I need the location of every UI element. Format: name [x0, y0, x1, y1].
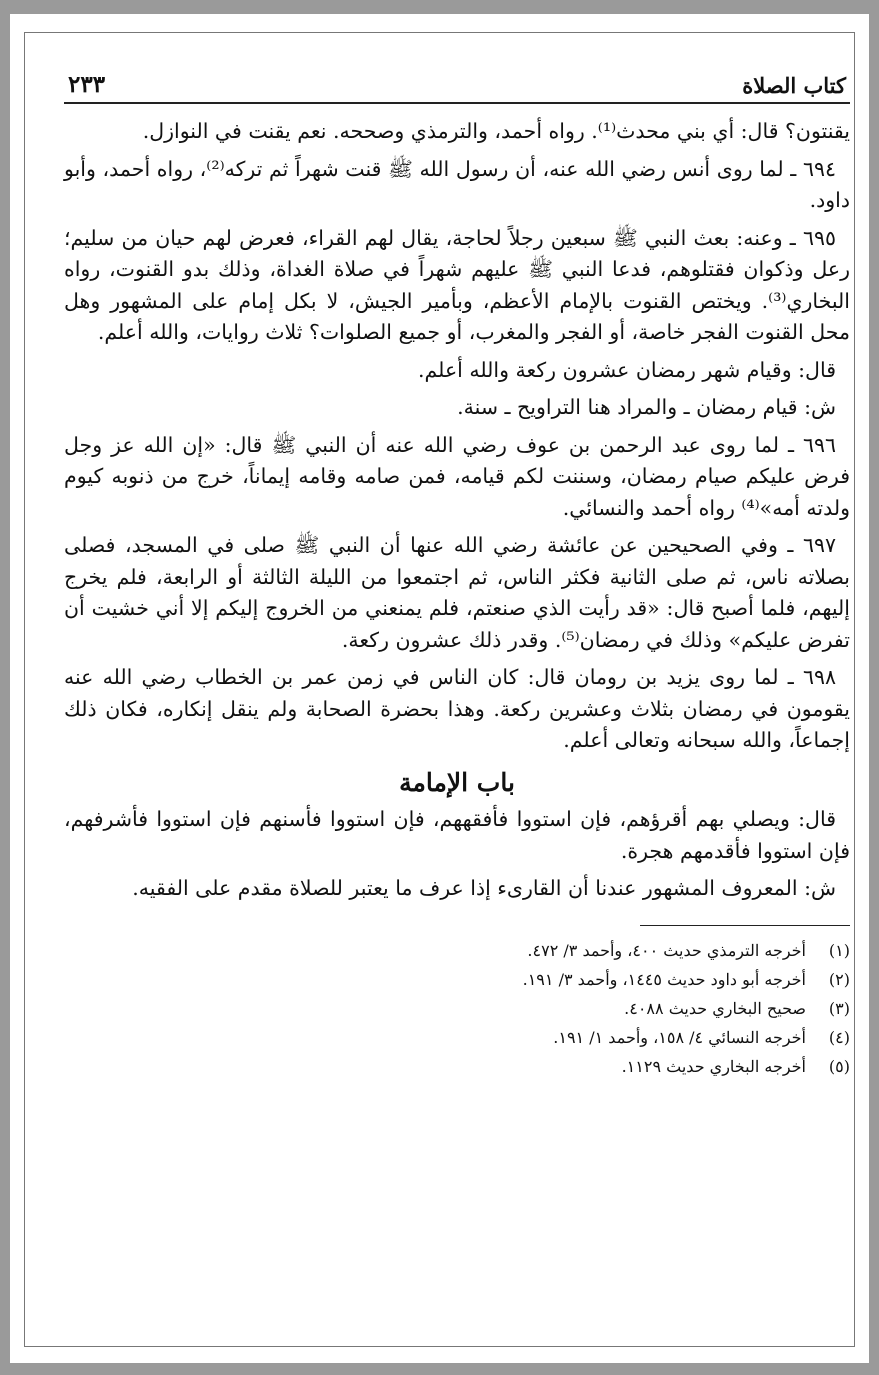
footnote — [64, 965, 850, 994]
paragraph: ٦٩٤ ـ لما روى أنس رضي الله عنه، أن رسول الله ﷺ قنت شهراً ثم تركه⁽²⁾، رواه أحمد، وأبو داود. — [64, 156, 850, 212]
footnote-number: (٥) — [828, 1056, 850, 1076]
footnote-number: (٢) — [828, 969, 850, 989]
footnote — [64, 994, 850, 1023]
paragraph: ٦٩٦ ـ لما روى عبد الرحمن بن عوف رضي الله عنه أن النبي ﷺ قال: «إن الله عز وجل فرض عليكم صيام رمضان، وسننت لكم قيامه، فمن صامه وقامه إيماناً، خرج من ذنوبه كيوم ولدته أمه»⁽⁴⁾ رواه أحمد والنسائي. — [64, 432, 850, 520]
footnote-number: (٤) — [828, 1027, 850, 1047]
paragraph: يقنتون؟ قال: أي بني محدث⁽¹⁾. رواه أحمد، والترمذي وصححه. نعم يقنت في النوازل. — [142, 119, 850, 143]
paragraph: ٦٩٥ ـ وعنه: بعث النبي ﷺ سبعين رجلاً لحاجة، يقال لهم القراء، فعرض لهم حيان من سليم؛ رعل وذكوان فقتلوهم، فدعا النبي ﷺ عليهم شهراً في صلاة الغداة، وذلك بدو القنوت، رواه البخاري⁽³⁾. ويختص القنوت بالإمام الأعظم، وبأمير الجيش، لا بكل إمام على المشهور وهل محل القنوت الفجر خاصة، أو الفجر والمغرب، أو جميع الصلوات؟ ثلاث روايات، والله أعلم. — [64, 225, 851, 344]
paragraph: ٦٩٧ ـ وفي الصحيحين عن عائشة رضي الله عنها أن النبي ﷺ صلى في المسجد، فصلى بصلاته ناس، ثم صلى الثانية فكثر الناس، ثم اجتمعوا من الليلة الثالثة أو الرابعة، فلم يخرج إليهم، فلما أصبح قال: «قد رأيت الذي صنعتم، فلم يمنعني من الخروج إليكم إلا أني خشيت أن تفرض عليكم» وذلك في رمضان⁽⁵⁾. وقدر ذلك عشرون ركعة. — [64, 533, 850, 652]
section-title: باب الإمامة — [399, 767, 515, 797]
paragraph: ش: قيام رمضان ـ والمراد هنا التراويح ـ سنة. — [457, 395, 836, 419]
footnote-text: أخرجه النسائي ٤/ ١٥٨، وأحمد ١/ ١٩١. — [553, 1027, 806, 1047]
paragraph: قال: وقيام شهر رمضان عشرون ركعة والله أعلم. — [418, 357, 836, 382]
paragraph: قال: ويصلي بهم أقرؤهم، فإن استووا فأفقههم، فإن استووا فأسنهم فإن استووا فأشرفهم، فإن استووا فأقدمهم هجرة. — [64, 807, 850, 863]
footnote-separator — [640, 925, 850, 926]
paragraph: ٦٩٨ ـ لما روى يزيد بن رومان قال: كان الناس في زمن عمر بن الخطاب رضي الله عنه يقومون في رمضان بثلاث وعشرين ركعة. وهذا بحضرة الصحابة ولم ينقل إنكاره، فكان ذلك إجماعاً، والله سبحانه وتعالى أعلم. — [64, 665, 850, 752]
footnote — [64, 1052, 850, 1081]
footnote-number: (١) — [828, 940, 850, 960]
page-number: ٢٣٣ — [68, 71, 106, 98]
footnotes — [64, 936, 850, 1081]
footnote-text: أخرجه البخاري حديث ١١٢٩. — [621, 1056, 806, 1076]
main-text — [64, 116, 850, 905]
footnote — [64, 1023, 850, 1052]
footnote — [64, 936, 850, 965]
footnote-text: أخرجه الترمذي حديث ٤٠٠، وأحمد ٣/ ٤٧٢. — [527, 940, 806, 960]
paragraph: ش: المعروف المشهور عندنا أن القارىء إذا عرف ما يعتبر للصلاة مقدم على الفقيه. — [132, 876, 836, 900]
footnote-text: أخرجه أبو داود حديث ١٤٤٥، وأحمد ٣/ ١٩١. — [522, 969, 806, 989]
book-page — [64, 64, 850, 1081]
footnote-text: صحيح البخاري حديث ٤٠٨٨. — [624, 998, 806, 1018]
running-title: كتاب الصلاة — [742, 73, 846, 98]
footnote-number: (٣) — [828, 998, 850, 1018]
page-header — [64, 64, 850, 104]
